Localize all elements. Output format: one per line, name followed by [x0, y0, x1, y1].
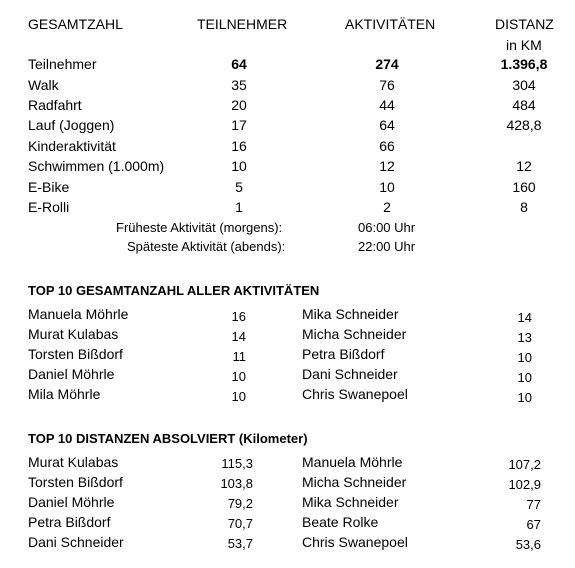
ranking-value: 70,7 [227, 516, 253, 531]
ranking-value: 103,8 [220, 476, 253, 491]
ranking-value: 79,2 [227, 496, 253, 511]
summary-row-participants: 16 [231, 138, 247, 154]
ranking-value: 115,3 [221, 456, 253, 471]
header-teilnehmer: TEILNEHMER [197, 16, 288, 32]
summary-row-activities: 66 [379, 138, 395, 154]
time-label: Früheste Aktivität (morgens): [116, 220, 283, 235]
ranking-name: Micha Schneider [302, 326, 407, 342]
ranking-name: Mika Schneider [302, 494, 399, 510]
ranking-name: Murat Kulabas [28, 326, 119, 342]
header-aktivitaeten: AKTIVITÄTEN [345, 16, 436, 32]
summary-row-activities: 64 [379, 117, 395, 133]
ranking-value: 67 [526, 517, 541, 532]
ranking-name: Chris Swanepoel [302, 386, 408, 402]
ranking-name: Beate Rolke [302, 514, 379, 530]
ranking-name: Mika Schneider [302, 306, 399, 322]
summary-row-distance: 1.396,8 [500, 56, 548, 72]
summary-row-participants: 17 [231, 117, 247, 133]
summary-row-participants: 35 [231, 77, 247, 93]
summary-row-distance: 12 [516, 158, 532, 174]
summary-row-participants: 1 [235, 199, 243, 215]
ranking-name: Torsten Bißdorf [28, 474, 123, 490]
summary-row-participants: 10 [231, 158, 247, 174]
ranking-value: 11 [232, 349, 246, 364]
summary-row-participants: 5 [235, 179, 243, 195]
ranking-name: Manuela Möhrle [28, 306, 129, 322]
summary-row-distance: 160 [512, 179, 536, 195]
summary-row-activities: 76 [379, 77, 395, 93]
summary-row-activities: 274 [375, 56, 399, 72]
summary-row-label: Teilnehmer [28, 56, 97, 72]
ranking-value: 14 [517, 310, 532, 325]
summary-row-label: Schwimmen (1.000m) [28, 158, 165, 174]
ranking-value: 107,2 [508, 457, 541, 472]
summary-row-participants: 20 [231, 97, 247, 113]
time-label: Späteste Aktivität (abends): [127, 239, 286, 254]
ranking-name: Petra Bißdorf [302, 346, 385, 362]
summary-row-label: Radfahrt [28, 97, 82, 113]
ranking-value: 10 [517, 370, 532, 385]
ranking-value: 10 [231, 389, 246, 404]
ranking-name: Dani Schneider [302, 366, 398, 382]
header-gesamtzahl: GESAMTZAHL [28, 16, 123, 32]
ranking-value: 102,9 [508, 477, 541, 492]
ranking-value: 77 [526, 497, 541, 512]
ranking-name: Dani Schneider [28, 534, 124, 550]
ranking-name: Chris Swanepoel [302, 534, 408, 550]
summary-row-label: Kinderaktivität [28, 138, 116, 154]
summary-row-label: E-Rolli [28, 199, 70, 215]
summary-row-label: Lauf (Joggen) [28, 117, 115, 133]
summary-row-label: Walk [28, 77, 59, 93]
header-distanz-unit: in KM [506, 37, 542, 53]
time-value: 22:00 Uhr [358, 239, 416, 254]
summary-row-distance: 304 [512, 77, 536, 93]
summary-row-label: E-Bike [28, 179, 70, 195]
ranking-name: Daniel Möhrle [28, 494, 115, 510]
ranking-name: Petra Bißdorf [28, 514, 111, 530]
ranking-name: Mila Möhrle [28, 386, 101, 402]
summary-row-participants: 64 [231, 56, 247, 72]
summary-row-distance: 428,8 [506, 117, 542, 133]
ranking-name: Micha Schneider [302, 474, 407, 490]
ranking-value: 14 [231, 329, 246, 344]
ranking-value: 10 [231, 369, 246, 384]
header-distanz: DISTANZ [495, 16, 554, 32]
summary-row-activities: 44 [379, 97, 395, 113]
time-value: 06:00 Uhr [358, 220, 416, 235]
ranking-value: 10 [517, 350, 532, 365]
summary-row-distance: 484 [512, 97, 536, 113]
ranking-name: Daniel Möhrle [28, 366, 115, 382]
ranking-name: Manuela Möhrle [302, 454, 403, 470]
summary-row-activities: 2 [383, 199, 391, 215]
ranking-value: 10 [517, 390, 532, 405]
section-title-top-distances: TOP 10 DISTANZEN ABSOLVIERT (Kilometer) [28, 431, 308, 446]
ranking-name: Murat Kulabas [28, 454, 119, 470]
summary-row-activities: 12 [379, 158, 395, 174]
summary-row-activities: 10 [379, 179, 395, 195]
ranking-value: 16 [231, 309, 246, 324]
ranking-value: 53,7 [227, 536, 253, 551]
summary-row-distance: 8 [520, 199, 528, 215]
ranking-name: Torsten Bißdorf [28, 346, 123, 362]
ranking-value: 53,6 [515, 537, 541, 552]
section-title-top-activities: TOP 10 GESAMTANZAHL ALLER AKTIVITÄTEN [28, 283, 320, 298]
ranking-value: 13 [517, 330, 532, 345]
